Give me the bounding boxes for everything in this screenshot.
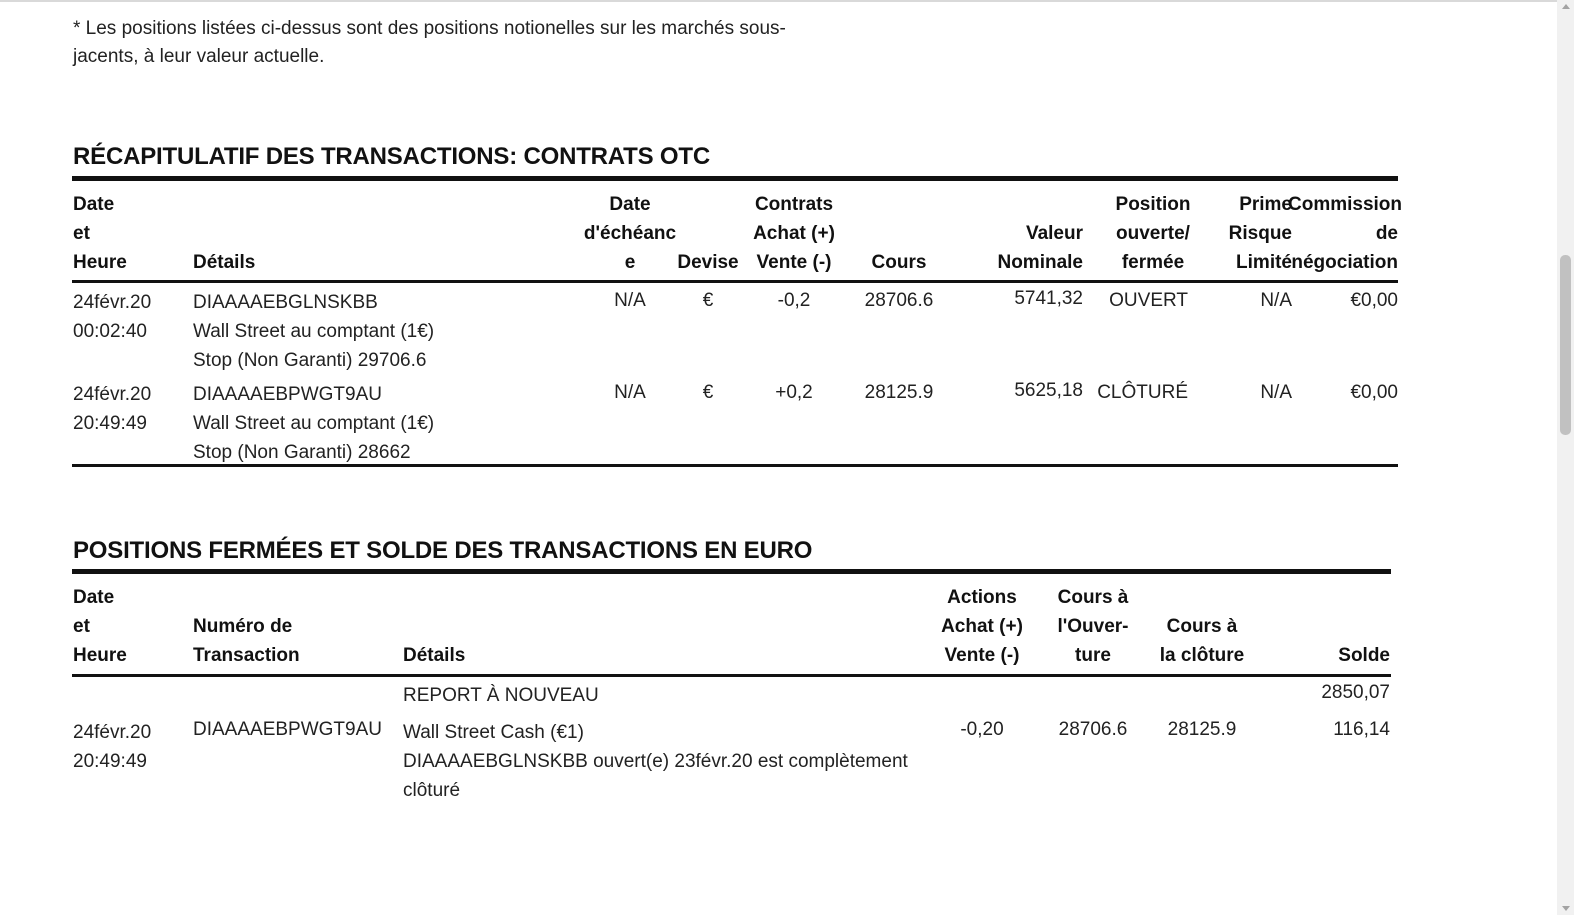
otc-row-expiry: N/A <box>614 382 646 403</box>
scroll-up-arrow-icon[interactable] <box>1562 4 1570 9</box>
otc-header-position: Position ouverte/ fermée <box>1115 194 1191 273</box>
otc-header-price: Cours <box>871 252 927 273</box>
otc-header-details: Détails <box>193 252 256 273</box>
otc-row-commission: €0,00 <box>1350 382 1398 403</box>
closed-header-closing-price: Cours à la clôture <box>1159 616 1245 666</box>
closed-header-shares: Actions Achat (+) Vente (-) <box>941 587 1023 666</box>
otc-title-rule <box>72 176 1398 181</box>
scroll-down-arrow-icon[interactable] <box>1562 906 1570 911</box>
otc-row-details: DIAAAAEBGLNSKBB Wall Street au comptant (1€) Stop (Non Garanti) 29706.6 <box>193 292 435 371</box>
window-top-border <box>0 0 1574 2</box>
closed-header-opening-price: Cours à l'Ouver- ture <box>1057 587 1129 666</box>
otc-row-expiry: N/A <box>614 290 646 311</box>
otc-bottom-rule <box>72 464 1398 467</box>
otc-row-commission: €0,00 <box>1350 290 1398 311</box>
closed-header-details: Détails <box>403 645 466 666</box>
closed-header-balance: Solde <box>1338 645 1390 666</box>
closed-row-balance: 116,14 <box>1333 719 1390 740</box>
otc-header-date: Date et Heure <box>73 194 127 273</box>
scrollbar-thumb[interactable] <box>1560 255 1571 435</box>
otc-header-contracts: Contrats Achat (+) Vente (-) <box>753 194 835 273</box>
closed-positions-section-title: POSITIONS FERMÉES ET SOLDE DES TRANSACTIONS EN EURO <box>73 537 813 564</box>
otc-row-limited-risk-premium: N/A <box>1260 382 1292 403</box>
otc-row-date: 24févr.20 00:02:40 <box>73 292 152 342</box>
notional-positions-footnote: * Les positions listées ci-dessus sont des positions notionelles sur les marchés sous-jacents, à leur valeur actuelle. <box>73 18 786 67</box>
otc-header-currency: Devise <box>677 252 739 273</box>
otc-header-expiry: Date d'échéanc e <box>583 194 677 273</box>
otc-header-rule <box>72 280 1398 283</box>
closed-header-rule <box>72 674 1391 677</box>
closed-row-transaction-number: DIAAAAEBPWGT9AU <box>193 719 382 740</box>
otc-row-price: 28706.6 <box>864 290 934 311</box>
carry-forward-balance: 2850,07 <box>1321 682 1390 703</box>
otc-row-currency: € <box>702 290 714 311</box>
closed-header-date: Date et Heure <box>73 587 127 666</box>
otc-row-contracts: +0,2 <box>775 382 813 403</box>
otc-header-notional-value: Valeur Nominale <box>997 223 1083 273</box>
closed-row-opening-price: 28706.6 <box>1058 719 1128 740</box>
otc-row-details: DIAAAAEBPWGT9AU Wall Street au comptant (1€) Stop (Non Garanti) 28662 <box>193 384 435 463</box>
otc-row-notional-value: 5741,32 <box>1014 288 1083 309</box>
otc-row-price: 28125.9 <box>864 382 934 403</box>
otc-row-notional-value: 5625,18 <box>1014 380 1083 401</box>
closed-row-details: Wall Street Cash (€1) DIAAAAEBGLNSKBB ouvert(e) 23févr.20 est complètement clôturé <box>403 722 908 801</box>
closed-header-transaction-number: Numéro de Transaction <box>193 616 300 666</box>
otc-header-limited-risk-premium: Prime Risque Limité <box>1228 194 1292 273</box>
otc-row-position: CLÔTURÉ <box>1097 382 1188 403</box>
otc-header-commission: Commission de négociation <box>1288 194 1403 273</box>
otc-section-title: RÉCAPITULATIF DES TRANSACTIONS: CONTRATS OTC <box>73 143 710 170</box>
otc-row-position: OUVERT <box>1109 290 1188 311</box>
otc-row-currency: € <box>702 382 714 403</box>
otc-row-date: 24févr.20 20:49:49 <box>73 384 152 434</box>
closed-title-rule <box>72 569 1391 574</box>
closed-row-shares: -0,20 <box>960 719 1004 740</box>
otc-row-limited-risk-premium: N/A <box>1260 290 1292 311</box>
otc-row-contracts: -0,2 <box>777 290 811 311</box>
closed-row-closing-price: 28125.9 <box>1167 719 1237 740</box>
vertical-scrollbar[interactable] <box>1557 0 1574 915</box>
closed-row-date: 24févr.20 20:49:49 <box>73 722 152 772</box>
carry-forward-label: REPORT À NOUVEAU <box>403 685 599 706</box>
